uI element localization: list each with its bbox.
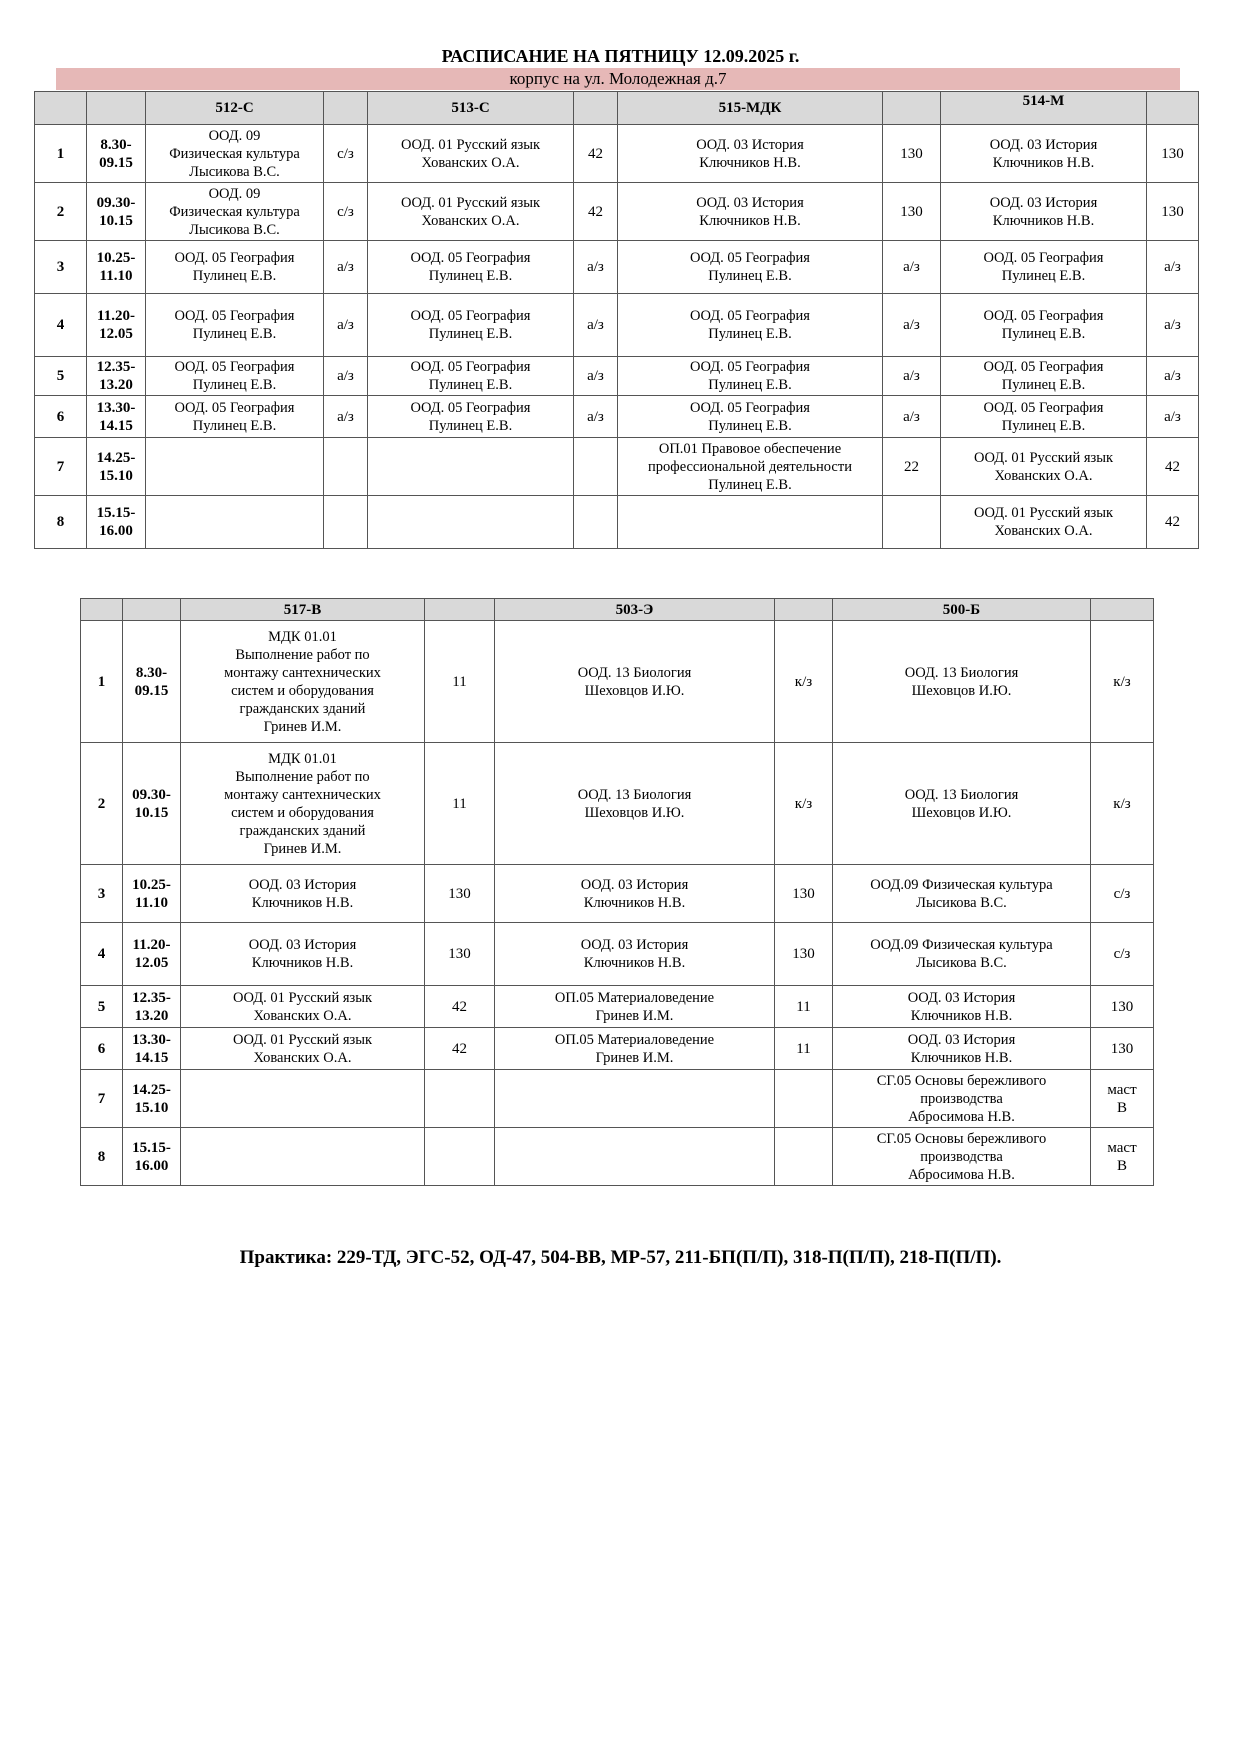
room-cell: 130 (425, 923, 495, 986)
room-cell: 42 (574, 183, 618, 241)
subject-cell: ООД. 05 География Пулинец Е.В. (941, 294, 1147, 357)
room-cell: маст В (1091, 1128, 1154, 1186)
room-cell: 130 (1147, 183, 1199, 241)
lesson-number: 7 (35, 438, 87, 496)
subject-cell: ООД. 05 География Пулинец Е.В. (941, 241, 1147, 294)
subject-cell (181, 1070, 425, 1128)
subject-cell: ООД.09 Физическая культура Лысикова В.С. (833, 865, 1091, 923)
room-cell: а/з (324, 396, 368, 438)
lesson-time: 8.30- 09.15 (123, 621, 181, 743)
room-cell: а/з (1147, 396, 1199, 438)
table-row (35, 241, 1199, 294)
room-cell: с/з (1091, 923, 1154, 986)
header-empty (87, 92, 146, 125)
subject-cell: ООД. 05 География Пулинец Е.В. (618, 294, 883, 357)
lesson-number: 7 (81, 1070, 123, 1128)
room-cell: 11 (425, 621, 495, 743)
room-cell: а/з (1147, 241, 1199, 294)
group-header: 500-Б (833, 599, 1091, 621)
table-row (35, 125, 1199, 183)
subject-cell: ООД. 03 История Ключников Н.В. (495, 865, 775, 923)
subject-cell: ООД. 03 История Ключников Н.В. (181, 923, 425, 986)
room-cell: с/з (1091, 865, 1154, 923)
subject-cell: ООД. 13 Биология Шеховцов И.Ю. (833, 743, 1091, 865)
lesson-number: 2 (35, 183, 87, 241)
lesson-time: 13.30- 14.15 (87, 396, 146, 438)
table-row (35, 183, 1199, 241)
room-cell: а/з (574, 294, 618, 357)
room-cell: 130 (775, 923, 833, 986)
subject-cell: ООД. 13 Биология Шеховцов И.Ю. (495, 743, 775, 865)
header-empty (324, 92, 368, 125)
subject-cell: ООД.09 Физическая культура Лысикова В.С. (833, 923, 1091, 986)
table-row (81, 1128, 1154, 1186)
lesson-number: 5 (81, 986, 123, 1028)
header-empty (425, 599, 495, 621)
subject-cell: ООД. 05 География Пулинец Е.В. (146, 396, 324, 438)
subject-cell (495, 1128, 775, 1186)
room-cell (425, 1128, 495, 1186)
lesson-number: 8 (35, 496, 87, 549)
room-cell: маст В (1091, 1070, 1154, 1128)
subject-cell (146, 438, 324, 496)
room-cell (574, 496, 618, 549)
room-cell: к/з (775, 621, 833, 743)
subject-cell (181, 1128, 425, 1186)
table-row (81, 865, 1154, 923)
subject-cell: ООД. 05 География Пулинец Е.В. (618, 357, 883, 396)
lesson-time: 13.30- 14.15 (123, 1028, 181, 1070)
room-cell: а/з (574, 396, 618, 438)
table-row (81, 923, 1154, 986)
table-row (35, 294, 1199, 357)
room-cell: 130 (883, 125, 941, 183)
table-row (35, 496, 1199, 549)
header-empty (123, 599, 181, 621)
subject-cell: ООД. 03 История Ключников Н.В. (618, 183, 883, 241)
subject-cell (368, 496, 574, 549)
subject-cell: ООД. 05 География Пулинец Е.В. (941, 396, 1147, 438)
table-header-row (81, 599, 1154, 621)
subject-cell: ООД. 05 География Пулинец Е.В. (368, 357, 574, 396)
lesson-time: 11.20- 12.05 (87, 294, 146, 357)
room-cell: 42 (1147, 496, 1199, 549)
room-cell: 11 (425, 743, 495, 865)
subject-cell: ОП.05 Материаловедение Гринев И.М. (495, 1028, 775, 1070)
subject-cell: СГ.05 Основы бережливого производства Абросимова Н.В. (833, 1070, 1091, 1128)
group-header: 515-МДК (618, 92, 883, 125)
room-cell (775, 1128, 833, 1186)
subject-cell: ООД. 05 География Пулинец Е.В. (618, 396, 883, 438)
subject-cell: ООД. 03 История Ключников Н.В. (833, 1028, 1091, 1070)
header-empty (1091, 599, 1154, 621)
lesson-number: 4 (35, 294, 87, 357)
room-cell: с/з (324, 125, 368, 183)
subject-cell: ООД. 01 Русский язык Хованских О.А. (941, 496, 1147, 549)
room-cell: с/з (324, 183, 368, 241)
room-cell: 11 (775, 1028, 833, 1070)
room-cell: а/з (1147, 357, 1199, 396)
lesson-number: 6 (81, 1028, 123, 1070)
subject-cell: ООД. 01 Русский язык Хованских О.А. (941, 438, 1147, 496)
room-cell: 42 (1147, 438, 1199, 496)
subject-cell: ООД. 13 Биология Шеховцов И.Ю. (495, 621, 775, 743)
lesson-time: 11.20- 12.05 (123, 923, 181, 986)
table-body (35, 125, 1199, 549)
header-empty (574, 92, 618, 125)
subject-cell: ООД. 05 География Пулинец Е.В. (368, 396, 574, 438)
lesson-time: 15.15- 16.00 (123, 1128, 181, 1186)
table-row (81, 1028, 1154, 1070)
room-cell: 130 (1091, 1028, 1154, 1070)
subject-cell: ООД. 01 Русский язык Хованских О.А. (181, 1028, 425, 1070)
room-cell: 130 (1091, 986, 1154, 1028)
subject-cell: ООД. 01 Русский язык Хованских О.А. (181, 986, 425, 1028)
room-cell: 130 (883, 183, 941, 241)
subject-cell: ООД. 03 История Ключников Н.В. (833, 986, 1091, 1028)
subject-cell (495, 1070, 775, 1128)
room-cell: 130 (1147, 125, 1199, 183)
table-row (35, 438, 1199, 496)
lesson-number: 2 (81, 743, 123, 865)
lesson-number: 8 (81, 1128, 123, 1186)
header-empty (1147, 92, 1199, 125)
room-cell: а/з (883, 396, 941, 438)
room-cell: к/з (775, 743, 833, 865)
room-cell: а/з (1147, 294, 1199, 357)
schedule-table-1 (34, 91, 1199, 549)
header-empty (35, 92, 87, 125)
table-row (35, 357, 1199, 396)
subject-cell: ООД. 03 История Ключников Н.В. (181, 865, 425, 923)
table-body (81, 621, 1154, 1186)
room-cell (883, 496, 941, 549)
group-header: 513-С (368, 92, 574, 125)
room-cell (324, 496, 368, 549)
subject-cell: ООД. 01 Русский язык Хованских О.А. (368, 125, 574, 183)
group-header: 512-С (146, 92, 324, 125)
room-cell: 42 (425, 1028, 495, 1070)
lesson-number: 5 (35, 357, 87, 396)
schedule-table-2 (80, 598, 1154, 1186)
subject-cell: ООД. 05 География Пулинец Е.В. (368, 241, 574, 294)
lesson-time: 12.35- 13.20 (123, 986, 181, 1028)
room-cell: 22 (883, 438, 941, 496)
subject-cell: МДК 01.01 Выполнение работ по монтажу сантехнических систем и оборудования гражданских зданий Гринев И.М. (181, 743, 425, 865)
subject-cell: ООД. 05 География Пулинец Е.В. (146, 241, 324, 294)
table-row (81, 1070, 1154, 1128)
room-cell (425, 1070, 495, 1128)
room-cell: 11 (775, 986, 833, 1028)
subject-cell: ООД. 01 Русский язык Хованских О.А. (368, 183, 574, 241)
lesson-number: 3 (35, 241, 87, 294)
table-row (81, 621, 1154, 743)
room-cell: а/з (324, 241, 368, 294)
subject-cell: ООД. 05 География Пулинец Е.В. (618, 241, 883, 294)
room-cell: а/з (574, 357, 618, 396)
lesson-time: 10.25- 11.10 (123, 865, 181, 923)
lesson-time: 14.25- 15.10 (123, 1070, 181, 1128)
header-empty (775, 599, 833, 621)
practice-line: Практика: 229-ТД, ЭГС-52, ОД-47, 504-ВВ, МР-57, 211-БП(П/П), 318-П(П/П), 218-П(П/П). (239, 1247, 1002, 1268)
room-cell: а/з (574, 241, 618, 294)
subject-cell: ООД. 09 Физическая культура Лысикова В.С. (146, 125, 324, 183)
subject-cell: ООД. 05 География Пулинец Е.В. (368, 294, 574, 357)
lesson-number: 1 (35, 125, 87, 183)
building-subtitle: корпус на ул. Молодежная д.7 (56, 68, 1180, 90)
room-cell: 130 (425, 865, 495, 923)
table-row (81, 743, 1154, 865)
subject-cell: ООД. 03 История Ключников Н.В. (618, 125, 883, 183)
lesson-time: 10.25- 11.10 (87, 241, 146, 294)
room-cell: к/з (1091, 743, 1154, 865)
group-header: 514-М (941, 92, 1147, 125)
lesson-time: 12.35- 13.20 (87, 357, 146, 396)
lesson-number: 1 (81, 621, 123, 743)
subject-cell: ООД. 13 Биология Шеховцов И.Ю. (833, 621, 1091, 743)
room-cell: а/з (883, 294, 941, 357)
table-header-row (35, 92, 1199, 125)
subject-cell (618, 496, 883, 549)
room-cell: а/з (324, 357, 368, 396)
document-title: РАСПИСАНИЕ НА ПЯТНИЦУ 12.09.2025 г. (441, 46, 800, 66)
lesson-time: 14.25- 15.10 (87, 438, 146, 496)
lesson-time: 8.30- 09.15 (87, 125, 146, 183)
room-cell: 42 (425, 986, 495, 1028)
room-cell: а/з (324, 294, 368, 357)
table-row (81, 986, 1154, 1028)
table-row (35, 396, 1199, 438)
subject-cell: МДК 01.01 Выполнение работ по монтажу сантехнических систем и оборудования гражданских зданий Гринев И.М. (181, 621, 425, 743)
subject-cell: ООД. 03 История Ключников Н.В. (941, 183, 1147, 241)
lesson-time: 09.30- 10.15 (123, 743, 181, 865)
subject-cell (368, 438, 574, 496)
room-cell: 130 (775, 865, 833, 923)
room-cell: а/з (883, 241, 941, 294)
lesson-number: 6 (35, 396, 87, 438)
lesson-time: 15.15- 16.00 (87, 496, 146, 549)
lesson-number: 4 (81, 923, 123, 986)
subject-cell: ООД. 03 История Ключников Н.В. (941, 125, 1147, 183)
header-empty (81, 599, 123, 621)
group-header: 517-В (181, 599, 425, 621)
header-empty (883, 92, 941, 125)
room-cell: к/з (1091, 621, 1154, 743)
group-header: 503-Э (495, 599, 775, 621)
subject-cell: СГ.05 Основы бережливого производства Абросимова Н.В. (833, 1128, 1091, 1186)
room-cell (324, 438, 368, 496)
room-cell (775, 1070, 833, 1128)
subject-cell: ООД. 09 Физическая культура Лысикова В.С. (146, 183, 324, 241)
room-cell: 42 (574, 125, 618, 183)
subject-cell: ООД. 03 История Ключников Н.В. (495, 923, 775, 986)
subject-cell: ОП.01 Правовое обеспечение профессиональной деятельности Пулинец Е.В. (618, 438, 883, 496)
lesson-number: 3 (81, 865, 123, 923)
subject-cell: ООД. 05 География Пулинец Е.В. (146, 357, 324, 396)
subject-cell: ОП.05 Материаловедение Гринев И.М. (495, 986, 775, 1028)
room-cell: а/з (883, 357, 941, 396)
lesson-time: 09.30- 10.15 (87, 183, 146, 241)
subject-cell (146, 496, 324, 549)
subject-cell: ООД. 05 География Пулинец Е.В. (146, 294, 324, 357)
subject-cell: ООД. 05 География Пулинец Е.В. (941, 357, 1147, 396)
room-cell (574, 438, 618, 496)
